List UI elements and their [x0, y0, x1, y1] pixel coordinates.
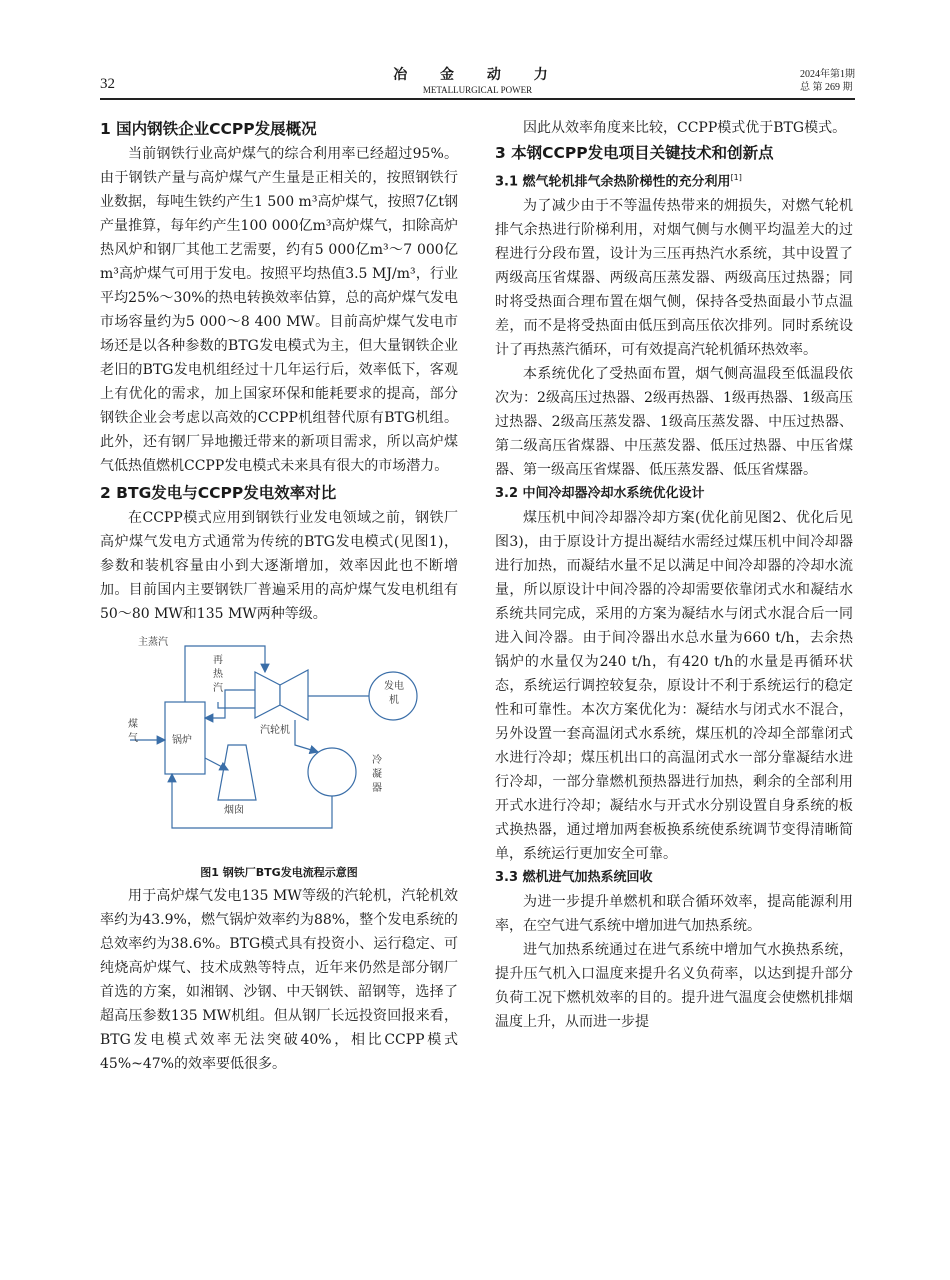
section-3-1-paragraph-1: 为了减少由于不等温传热带来的㶲损失，对燃气轮机排气余热进行阶梯利用，对烟气侧与水侧平均温差大的过程进行分段布置，设计为三压再热汽水系统，其中设置了两级高压省煤器、两级高压蒸发器、两级高压过热器；同时将受热面合理布置在烟气侧，保持各受热面最小节点温差，而不是将受热面由低压到高压依次排列。同时系统设计了再热蒸汽循环，可有效提高汽轮机循环热效率。 — [495, 198, 853, 359]
journal-title-cn: 冶 金 动 力 — [393, 67, 562, 83]
issue-total: 总 第 269 期 — [800, 82, 853, 93]
chimney-shape — [218, 745, 256, 800]
section-2-paragraph-1: 在CCPP模式应用到钢铁行业发电领域之前，钢铁厂高炉煤气发电方式通常为传统的BTG发电模式(见图1)，参数和装机容量由小到大逐渐增加，效率因此也不断增加。目前国内主要钢铁厂普遍采用的高炉煤气发电机组有50～80 MW和135 MW两种等级。 — [100, 510, 458, 622]
section-3-3-paragraph-2: 进气加热系统通过在进气系统中增加气水换热系统，提升压气机入口温度来提升名义负荷率，以达到提升部分负荷工况下燃机效率的目的。提升进气温度会使燃机排烟温度上升，从而进一步提 — [495, 942, 853, 1031]
journal-title-en: METALLURGICAL POWER — [422, 85, 533, 95]
section-2-conclusion: 因此从效率角度来比较，CCPP模式优于BTG模式。 — [523, 120, 847, 136]
journal-title — [100, 64, 855, 95]
figure-1-diagram — [100, 630, 458, 862]
section-3-1-paragraph-2: 本系统优化了受热面布置，烟气侧高温段至低温段依次为：2级高压过热器、2级再热器、1级再热器、1级高压过热器、2级高压蒸发器、1级高压蒸发器、中压过热器、第二级高压省煤器、中压蒸发器、低压过热器、中压省煤器、第一级高压省煤器、低压蒸发器、低压省煤器。 — [495, 366, 853, 479]
section-3-1-title — [495, 166, 853, 194]
label-chimney: 烟囱 — [224, 805, 244, 816]
page-number: 32 — [100, 76, 115, 92]
section-3-1-title-text: 3.1 燃气轮机排气余热阶梯性的充分利用 — [495, 174, 731, 190]
issue-info — [800, 68, 855, 94]
section-3-2-title: 3.2 中间冷却器冷却水系统优化设计 — [495, 486, 705, 502]
label-turbine: 汽轮机 — [260, 725, 290, 736]
label-condenser: 冷凝器 — [372, 755, 382, 794]
label-gas: 煤气 — [128, 719, 138, 744]
section-3-3-title: 3.3 燃机进气加热系统回收 — [495, 870, 653, 886]
section-3-title: 3 本钢CCPP发电项目关键技术和创新点 — [495, 144, 774, 162]
btg-flow-diagram — [100, 630, 458, 862]
condenser-circle — [308, 748, 356, 796]
turbine-shape — [255, 672, 280, 718]
reference-1: [1] — [730, 173, 742, 182]
page-header — [100, 62, 855, 100]
section-3-2-paragraph-1: 煤压机中间冷却器冷却方案(优化前见图2、优化后见图3)，由于原设计方提出凝结水需经过煤压机中间冷却器进行加热，而凝结水量不足以满足中间冷却器的冷却水流量，所以原设计中间冷器的冷却需要依靠闭式水和凝结水系统共同完成，采用的方案为凝结水与闭式水混合后一同进入间冷器。由于间冷器出水总水量为660 t/h，去余热锅炉的水量仅为240 t/h，有420 t/h的水量是再循环状态，系统运行调控较复杂，原设计不利于系统运行的稳定性和可靠性。本次方案优化为：凝结水与闭式水不混合，另外设置一套高温闭式水系统，煤压机的冷却全部靠闭式水进行冷却；煤压机出口的高温闭式水一部分靠凝结水进行冷却，一部分靠燃机预热器进行加热，剩余的全部利用开式水进行冷却；凝结水与开式水分别设置自身系统的板式换热器，通过增加两套板换系统使系统调节变得清晰简单，系统运行更加安全可靠。 — [495, 510, 853, 863]
figure-1-caption: 图1 钢铁厂BTG发电流程示意图 — [200, 866, 358, 879]
section-3-3-paragraph-1: 为进一步提升单燃机和联合循环效率，提高能源利用率，在空气进气系统中增加进气加热系统。 — [495, 894, 853, 935]
label-main-steam: 主蒸汽 — [138, 637, 168, 648]
section-1-paragraph: 当前钢铁行业高炉煤气的综合利用率已经超过95%。由于钢铁产量与高炉煤气产生量是正相关的，按照钢铁行业数据，每吨生铁约产生1 500 m³高炉煤气，按照7亿t钢产量推算，每年约产生100 000亿m³高炉煤气，扣除高炉热风炉和钢厂其他工艺需要，约有5 000亿m³～7 000亿m³高炉煤气可用于发电。按照平均热值3.5 MJ/m³，行业平均25%～30%的热电转换效率估算，总的高炉煤气发电市场容量约为5 000～8 400 MW。目前高炉煤气发电市场还是以各种参数的BTG发电模式为主，但大量钢铁企业老旧的BTG发电机组经过十几年运行后，效率低下，客观上有优化的需求，加上国家环保和能耗要求的提高，部分钢铁企业会考虑以高效的CCPP机组替代原有BTG机组。此外，还有钢厂异地搬迁带来的新项目需求，所以高炉煤气低热值燃机CCPP发电模式未来具有很大的市场潜力。 — [100, 146, 458, 474]
section-1-title: 1 国内钢铁企业CCPP发展概况 — [100, 120, 317, 138]
left-column — [100, 116, 458, 1076]
section-2-title: 2 BTG发电与CCPP发电效率对比 — [100, 484, 337, 502]
section-2-paragraph-2: 用于高炉煤气发电135 MW等级的汽轮机，汽轮机效率约为43.9%，燃气锅炉效率约为88%，整个发电系统的总效率约为38.6%。BTG模式具有投资小、运行稳定、可纯烧高炉煤气、技术成熟等特点，近年来仍然是部分钢厂首选的方案，如湘钢、沙钢、中天钢铁、韶钢等，选择了超高压参数135 MW机组。但从钢厂长远投资回报来看，BTG发电模式效率无法突破40%，相比CCPP模式45%~47%的效率要低很多。 — [100, 888, 458, 1072]
label-boiler: 锅炉 — [172, 735, 192, 746]
turbine-shape-2 — [280, 670, 308, 720]
label-reheat: 再热汽 — [213, 655, 223, 694]
right-column — [495, 116, 853, 1034]
label-generator: 发电机 — [384, 681, 404, 706]
issue-number: 2024年第1期 — [800, 69, 855, 80]
